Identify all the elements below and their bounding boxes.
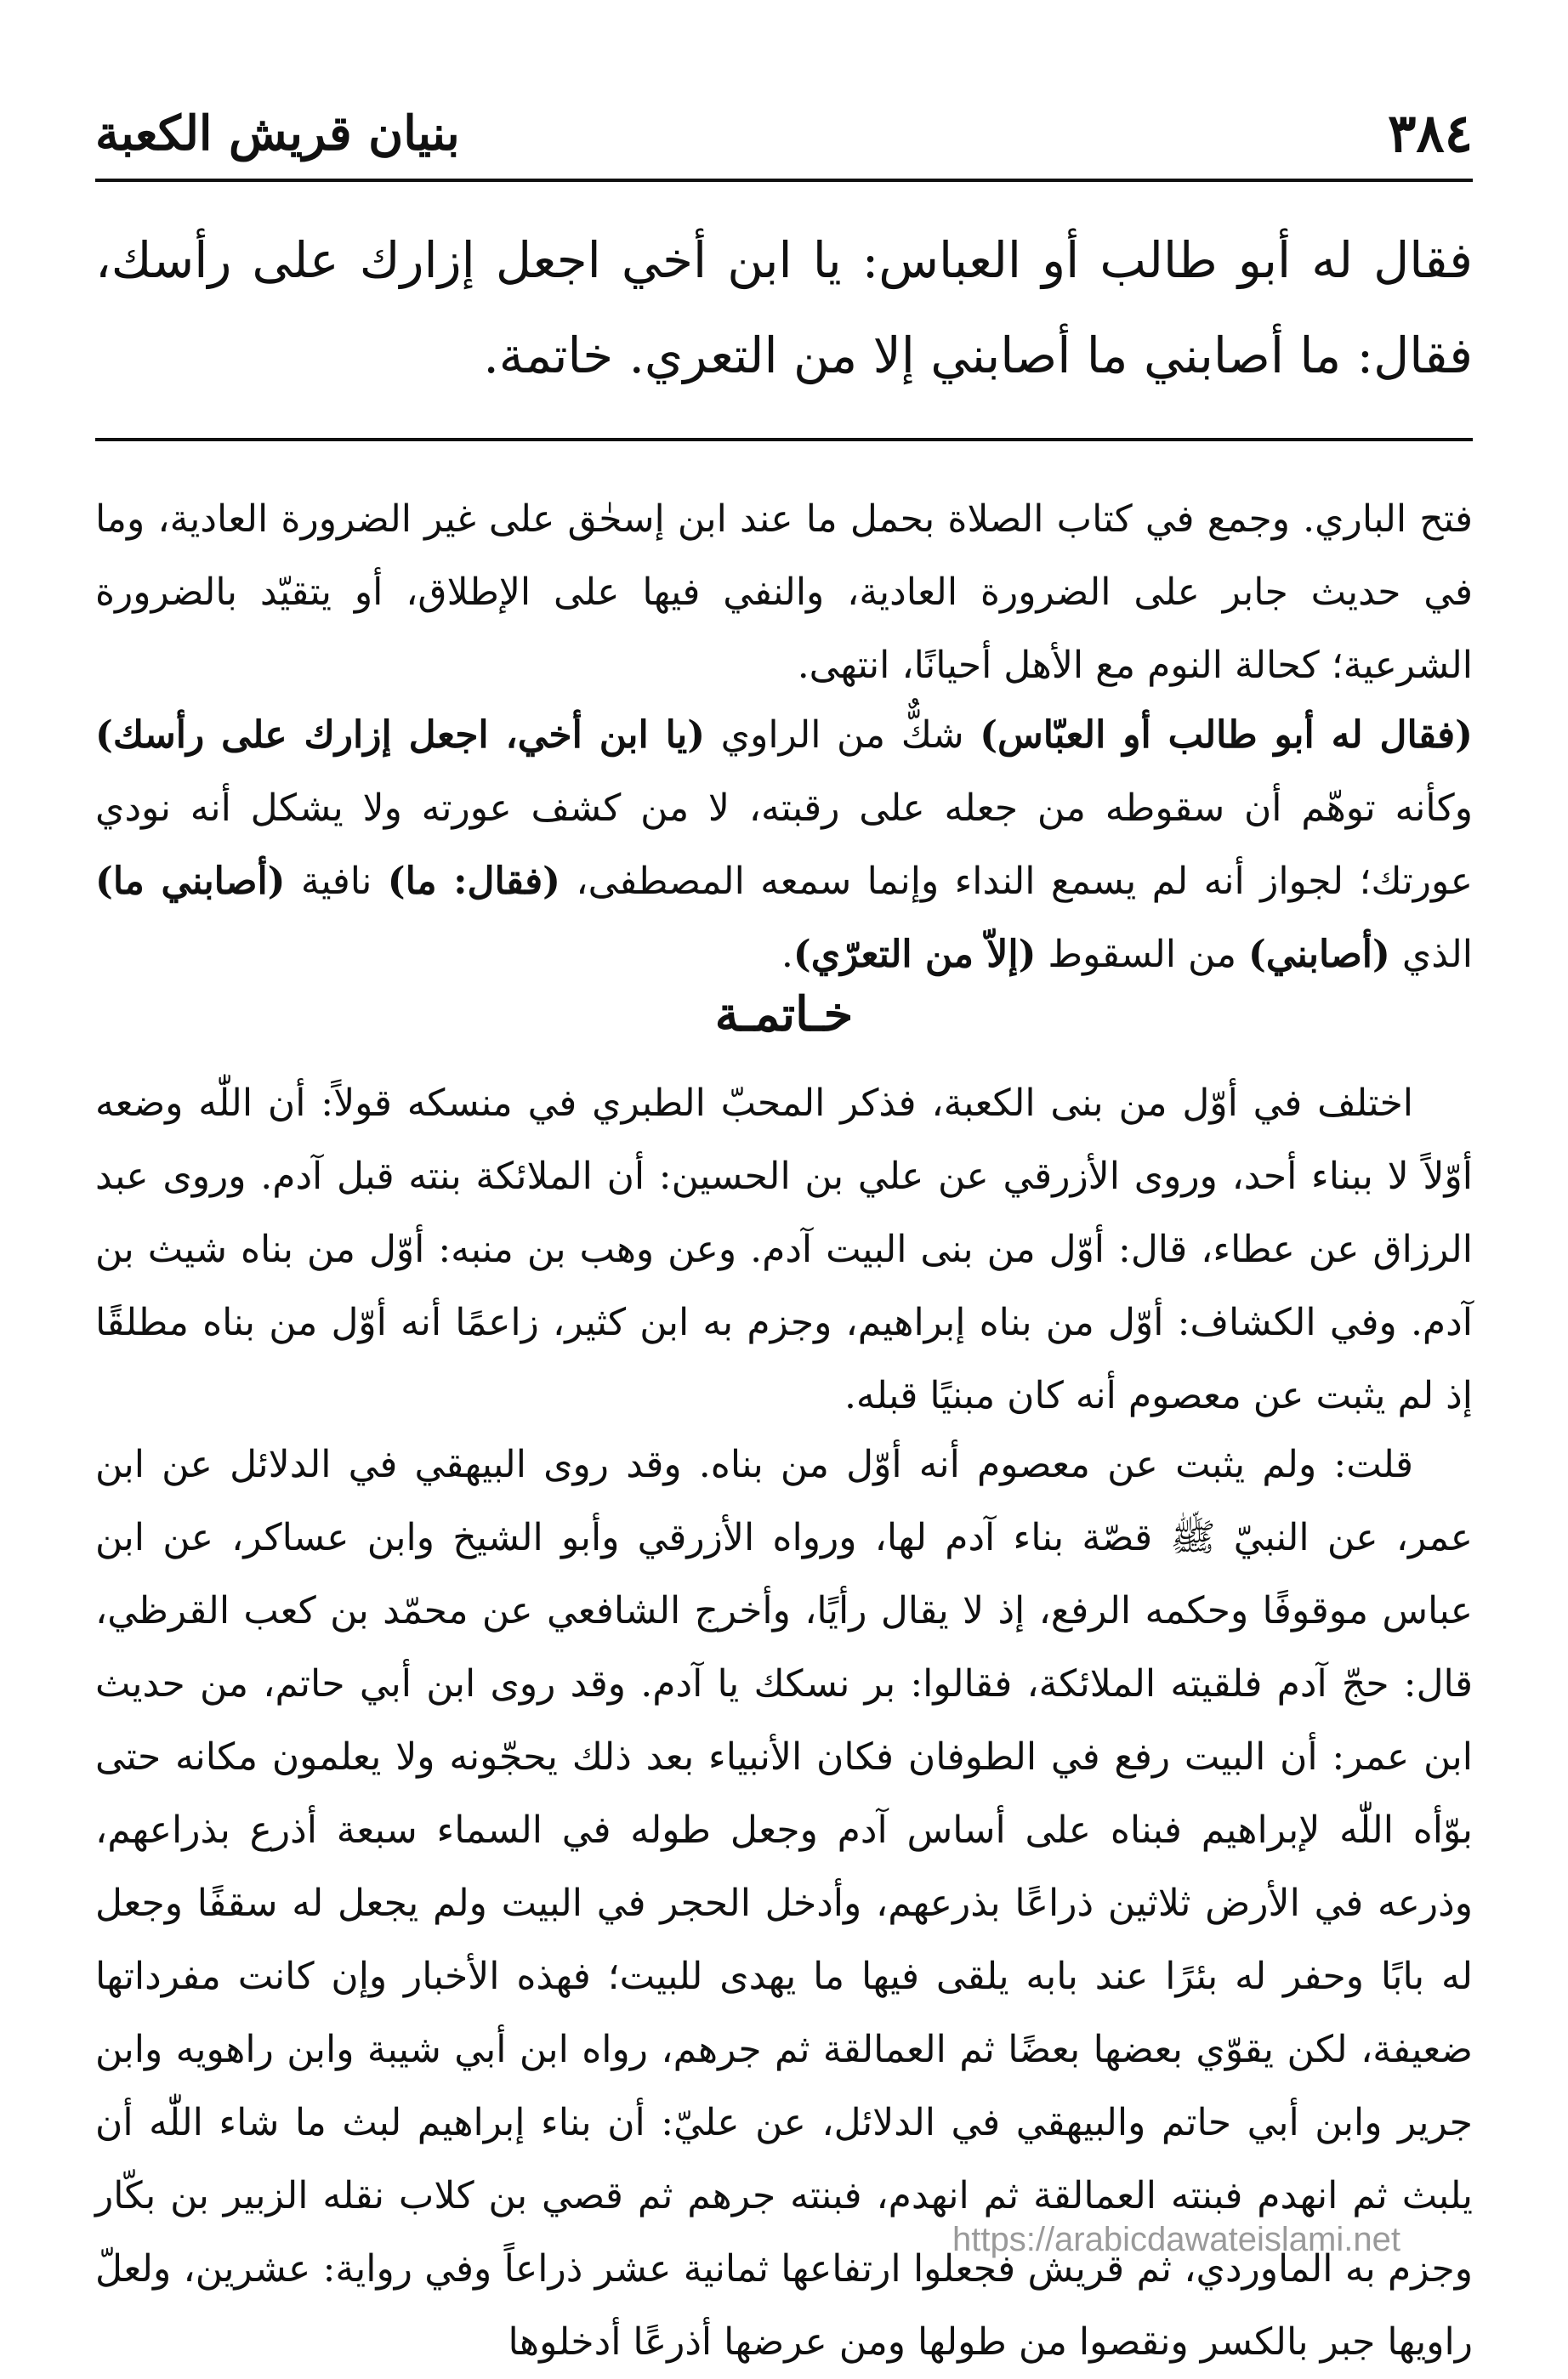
commentary-paragraph-3	[95, 1067, 1473, 1433]
main-text: فقال له أبو طالب أو العباس: يا ابن أخي اجعل إزارك على رأسك، فقال: ما أصابني ما أصابني إلا من التعري. خاتمة.	[95, 231, 1473, 384]
gloss: شكٌّ من الراوي	[705, 713, 980, 757]
gloss: من السقوط	[1036, 933, 1249, 976]
gloss: .	[781, 933, 793, 976]
quoted-matn: (فقال له أبو طالب أو العبّاس)	[980, 713, 1474, 757]
gloss: نافية	[285, 860, 388, 903]
commentary-text: فتح الباري. وجمع في كتاب الصلاة بحمل ما عند ابن إسحٰق على غير الضرورة العادية، وما في حديث جابر على الضرورة العادية، والنفي فيها على الإطلاق، أو يتقيّد بالضرورة الشرعية؛ كحالة النوم مع الأهل أحيانًا، انتهى.	[95, 497, 1473, 687]
commentary-paragraph-2	[95, 699, 1473, 991]
quoted-matn: (أصابني)	[1248, 933, 1390, 976]
separator-rule	[95, 438, 1473, 441]
running-title: بنيان قريش الكعبة	[95, 105, 460, 162]
section-title: خـاتمـة	[714, 986, 854, 1042]
quoted-matn: (إلاّ من التعرّي)	[793, 933, 1037, 976]
quoted-matn: (فقال: ما)	[387, 860, 560, 903]
commentary-text	[95, 699, 1473, 991]
commentary-text: اختلف في أوّل من بنى الكعبة، فذكر المحبّ الطبري في منسكه قولاً: أن اللّٰه وضعه أوّلاً لا ببناء أحد، وروى الأزرقي عن علي بن الحسين: أن الملائكة بنته قبل آدم. وروى عبد الرزاق عن عطاء، قال: أوّل من بنى البيت آدم. وعن وهب بن منبه: أوّل من بناه شيث بن آدم. وفي الكشاف: أوّل من بناه إبراهيم، وجزم به ابن كثير، زاعمًا أنه أوّل من بناه مطلقًا إذ لم يثبت عن معصوم أنه كان مبنيًا قبله.	[95, 1082, 1473, 1417]
gloss: الذي	[1389, 933, 1473, 976]
page-header	[95, 94, 1473, 170]
header-rule	[95, 179, 1473, 182]
commentary-text: قلت: ولم يثبت عن معصوم أنه أوّل من بناه. وقد روى البيهقي في الدلائل عن ابن عمر، عن النبيّ ﷺ قصّة بناء آدم لها، ورواه الأزرقي وأبو الشيخ وابن عساكر، عن ابن عباس موقوفًا وحكمه الرفع، إذ لا يقال رأيًا، وأخرج الشافعي عن محمّد بن كعب القرظي، قال: حجّ آدم فلقيته الملائكة، فقالوا: بر نسكك يا آدم. وقد روى ابن أبي حاتم، من حديث ابن عمر: أن البيت رفع في الطوفان فكان الأنبياء بعد ذلك يحجّونه ولا يعلمون مكانه حتى بوّأه اللّٰه لإبراهيم فبناه على أساس آدم وجعل طوله في السماء سبعة أذرع بذراعهم، وذرعه في الأرض ثلاثين ذراعًا بذرعهم، وأدخل الحجر في البيت ولم يجعل له سقفًا وجعل له بابًا وحفر له بئرًا عند بابه يلقى فيها ما يهدى للبيت؛ فهذه الأخبار وإن كانت مفرداتها ضعيفة، لكن يقوّي بعضها بعضًا ثم العمالقة ثم جرهم، رواه ابن أبي شيبة وابن راهويه وابن جرير وابن أبي حاتم والبيهقي في الدلائل، عن عليّ: أن بناء إبراهيم لبث ما شاء اللّٰه أن يلبث ثم انهدم فبنته العمالقة ثم انهدم، فبنته جرهم ثم قصي بن كلاب نقله الزبير بن بكّار وجزم به الماوردي، ثم قريش فجعلوا ارتفاعها ثمانية عشر ذراعاً وفي رواية: عشرين، ولعلّ راويها جبر بالكسر ونقصوا من طولها ومن عرضها أذرعًا أدخلوها	[95, 1443, 1473, 2364]
page-number: ٣٨٤	[1388, 102, 1473, 164]
quoted-matn: (أصابني ما)	[95, 860, 286, 903]
quoted-matn: (يا ابن أخي، اجعل إزارك على رأسك)	[95, 713, 706, 757]
watermark-url: https://arabicdawateislami.net	[952, 2221, 1400, 2258]
gloss: وكأنه توهّم أن سقوطه من جعله على رقبته، لا من كشف عورته ولا يشكل أنه نودي عورتك؛ لجواز أنه لم يسمع النداء وإنما سمعه المصطفى،	[95, 786, 1473, 903]
commentary-paragraph-1	[95, 483, 1473, 702]
